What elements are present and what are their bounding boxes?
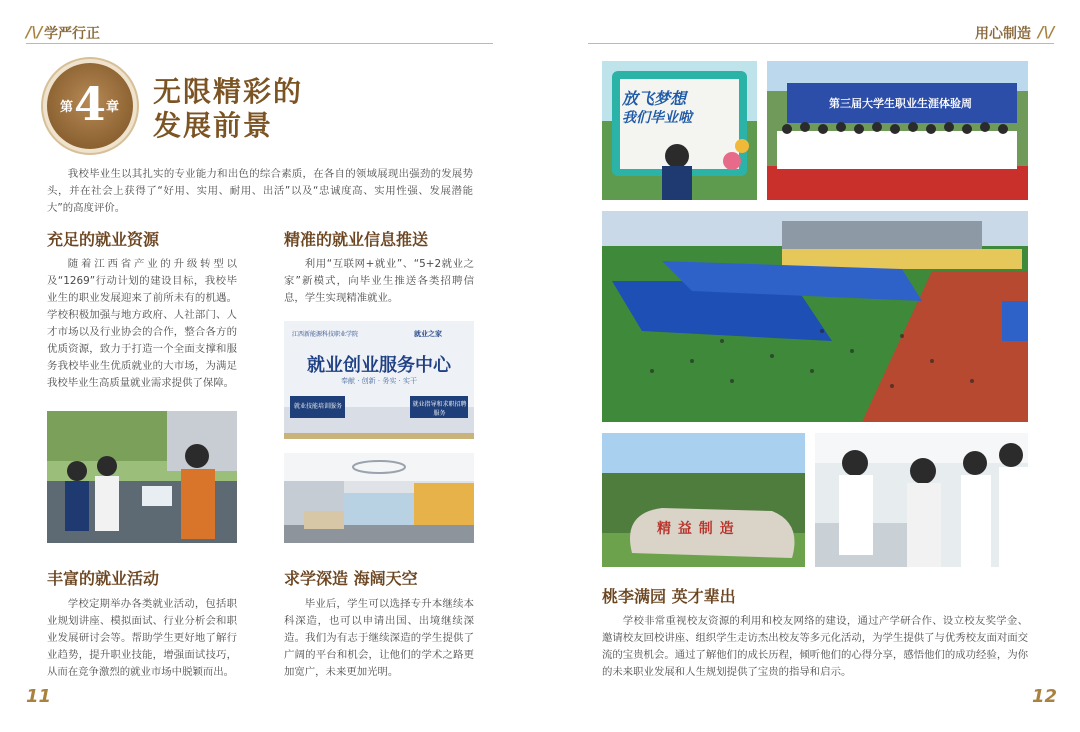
photo-graduation bbox=[602, 61, 757, 200]
header-right-rule bbox=[588, 43, 1054, 44]
chapter-badge-suffix: 章 bbox=[106, 100, 120, 115]
chapter-badge-prefix: 第 bbox=[60, 100, 74, 115]
service-center-slogan: 奉献 · 创新 · 务实 · 实干 bbox=[340, 377, 418, 385]
brand-mark-icon-right: /\/ bbox=[1038, 23, 1055, 41]
section-text-info: 利用“互联网+就业”、“5+2就业之家”新模式，向毕业生推送各类招聘信息，学生实现精准就业。 bbox=[284, 258, 474, 304]
section-text-study: 毕业后，学生可以选择专升本继续本科深造，也可以申请出国、出境继续深造。我们为有志于继续深造的学生提供了广阔的平台和机会，让他们的学术之路更加宽广，未来更加光明。 bbox=[284, 598, 474, 678]
experience-banner: 第三届大学生职业生涯体验周 bbox=[829, 97, 972, 110]
service-center-logo-right: 就业之家 bbox=[414, 330, 442, 338]
photo-office-interior bbox=[284, 453, 474, 543]
chapter-badge-number: 4 bbox=[73, 77, 106, 131]
page-number-right: 12 bbox=[1032, 686, 1058, 707]
service-center-board1: 就业技能培训服务 bbox=[293, 403, 342, 410]
photo-students-activity bbox=[47, 411, 237, 543]
header-right-title: 用心制造 bbox=[975, 26, 1031, 42]
header-left-title: 学严行正 bbox=[44, 26, 100, 42]
chapter-title-line1: 无限精彩的 bbox=[153, 75, 304, 108]
graduation-banner-line1: 放飞梦想 bbox=[622, 89, 687, 108]
section-text-resources: 随着江西省产业的升级转型以及“1269”行动计划的建设目标，我校毕业生的职业发展迎来了前所未有的机遇。学校积极加强与地方政府、人社部门、人才市场以及行业协会的合作，整合各方的优质资源，致力于打造一个全面支撑和服务我校毕业生优质就业的大市场，为满足我校毕业生高质量就业需求提供了保障。 bbox=[47, 258, 237, 389]
graduation-banner-line2: 我们毕业啦 bbox=[622, 110, 692, 126]
section-title-info: 精准的就业信息推送 bbox=[284, 230, 429, 249]
stone-text: 精 益 制 造 bbox=[657, 521, 735, 537]
photo-campus-stone bbox=[602, 433, 805, 567]
header-left-rule bbox=[26, 43, 493, 44]
section-text-activities: 学校定期举办各类就业活动，包括职业规划讲座、模拟面试、行业分析会和职业发展研讨会等。帮助学生更好地了解行业趋势，提升职业技能，增强面试技巧，从而在竞争激烈的就业市场中脱颖而出。 bbox=[47, 598, 237, 678]
photo-training-lab bbox=[815, 433, 1028, 567]
brand-mark-icon: /\/ bbox=[26, 23, 43, 41]
section-title-alumni: 桃李满园 英才辈出 bbox=[602, 587, 736, 606]
intro-paragraph: 我校毕业生以其扎实的专业能力和出色的综合素质，在各自的领域展现出强劲的发展势头，并在社会上获得了“好用、实用、耐用、出活”以及“忠诚度高、实用性强、发展潜能大”的高度评价。 bbox=[47, 168, 473, 214]
section-title-activities: 丰富的就业活动 bbox=[47, 569, 160, 588]
photo-group-experience-week bbox=[767, 61, 1028, 200]
section-text-alumni: 学校非常重视校友资源的利用和校友网络的建设，通过产学研合作、设立校友奖学金、邀请校友回校讲座、组织学生走访杰出校友等多元化活动，为学生提供了与优秀校友面对面交流的宝贵机会。通过了解他们的成长历程，倾听他们的心得分享，感悟他们的成功经验，为你的未来职业发展和人生规划提供了宝贵的指导和启示。 bbox=[602, 615, 1029, 678]
section-title-resources: 充足的就业资源 bbox=[47, 230, 160, 249]
service-center-board2: 就业指导和求职招聘服务 bbox=[412, 401, 467, 417]
page-number-left: 11 bbox=[26, 686, 52, 707]
chapter-title-line2: 发展前景 bbox=[153, 109, 274, 142]
service-center-sign: 就业创业服务中心 bbox=[307, 355, 451, 376]
photo-service-center bbox=[284, 321, 474, 439]
service-center-logo-left: 江西新能源科技职业学院 bbox=[292, 331, 359, 338]
photo-job-fair bbox=[602, 211, 1028, 422]
section-title-study: 求学深造 海阔天空 bbox=[284, 569, 418, 588]
